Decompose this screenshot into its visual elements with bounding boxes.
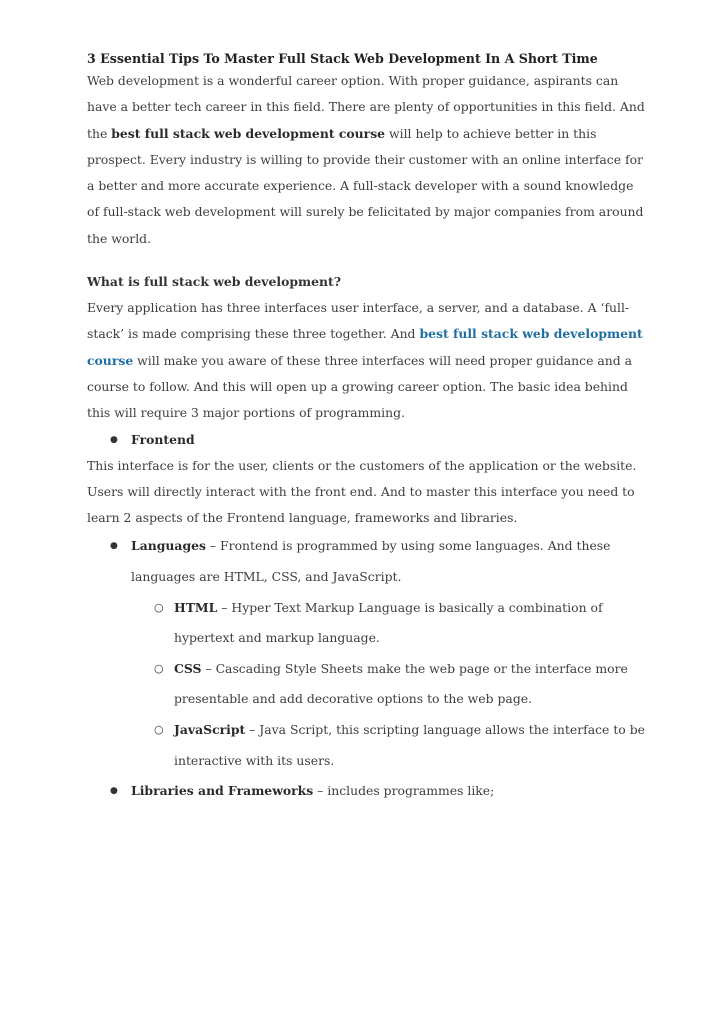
bullet-dot: ● xyxy=(110,541,118,552)
intro-text-end: will help to achieve better in this prospect. Every industry is willing to provide their customer with an online interface for a better and more accurate experience. A full-stack developer with a sound knowledge of full-stack web development will surely be felicitated by major companies from around the world. xyxy=(87,125,644,246)
languages-sub-list xyxy=(131,593,647,777)
frontend-aspects-list xyxy=(87,531,647,806)
javascript-label: JavaScript xyxy=(174,722,246,738)
libraries-bullet xyxy=(87,776,647,807)
intro-bold-phrase: best full stack web development course xyxy=(111,125,386,141)
html-sub-bullet xyxy=(131,593,647,654)
html-text: – Hyper Text Markup Language is basically a combination of hypertext and markup language. xyxy=(174,599,603,646)
interfaces-text-end: will make you aware of these three interfaces will need proper guidance and a course to follow. And this will open up a growing career option. The basic idea behind this will require 3 major portions of programming. xyxy=(87,352,632,421)
frontend-bullet xyxy=(87,427,647,453)
bullet-dot: ● xyxy=(110,786,118,797)
languages-text: – Frontend is programmed by using some languages. And these languages are HTML, CSS, and JavaScript. xyxy=(131,538,611,585)
languages-bullet xyxy=(87,531,647,776)
sub-bullet-circle: ○ xyxy=(154,661,164,675)
frontend-label: Frontend xyxy=(131,431,195,447)
frontend-bullet-list xyxy=(87,427,647,453)
intro-text-start: Web development is a wonderful career option. With proper guidance, aspirants can have a better tech career in this field. There are plenty of opportunities in this field. And the xyxy=(87,73,645,141)
document-page xyxy=(87,50,647,807)
libraries-label: Libraries and Frameworks xyxy=(131,783,314,799)
css-label: CSS xyxy=(174,660,202,676)
sub-bullet-circle: ○ xyxy=(154,600,164,614)
three-interfaces-paragraph xyxy=(87,295,647,426)
css-sub-bullet xyxy=(131,654,647,715)
section-heading-what-is: What is full stack web development? xyxy=(87,274,342,290)
languages-label: Languages xyxy=(131,538,206,554)
javascript-sub-bullet xyxy=(131,715,647,776)
document-title: 3 Essential Tips To Master Full Stack Web Development In A Short Time xyxy=(87,51,598,66)
libraries-text: – includes programmes like; xyxy=(313,783,495,799)
frontend-paragraph: This interface is for the user, clients or the customers of the application or the website. Users will directly interact with the front end. And to master this interface you need to learn 2 aspects of the Frontend language, frameworks and libraries. xyxy=(87,457,637,526)
javascript-text: – Java Script, this scripting language allows the interface to be interactive with its users. xyxy=(174,722,645,768)
html-label: HTML xyxy=(174,599,218,615)
bullet-dot: ● xyxy=(110,434,118,445)
sub-bullet-circle: ○ xyxy=(154,723,164,737)
css-text: – Cascading Style Sheets make the web page or the interface more presentable and add decorative options to the web page. xyxy=(174,660,628,707)
course-link[interactable]: best full stack web development course xyxy=(87,326,643,368)
interfaces-text-start: Every application has three interfaces user interface, a server, and a database. A ‘full-stack’ is made comprising these three together. And xyxy=(87,300,630,342)
intro-paragraph xyxy=(87,68,647,252)
